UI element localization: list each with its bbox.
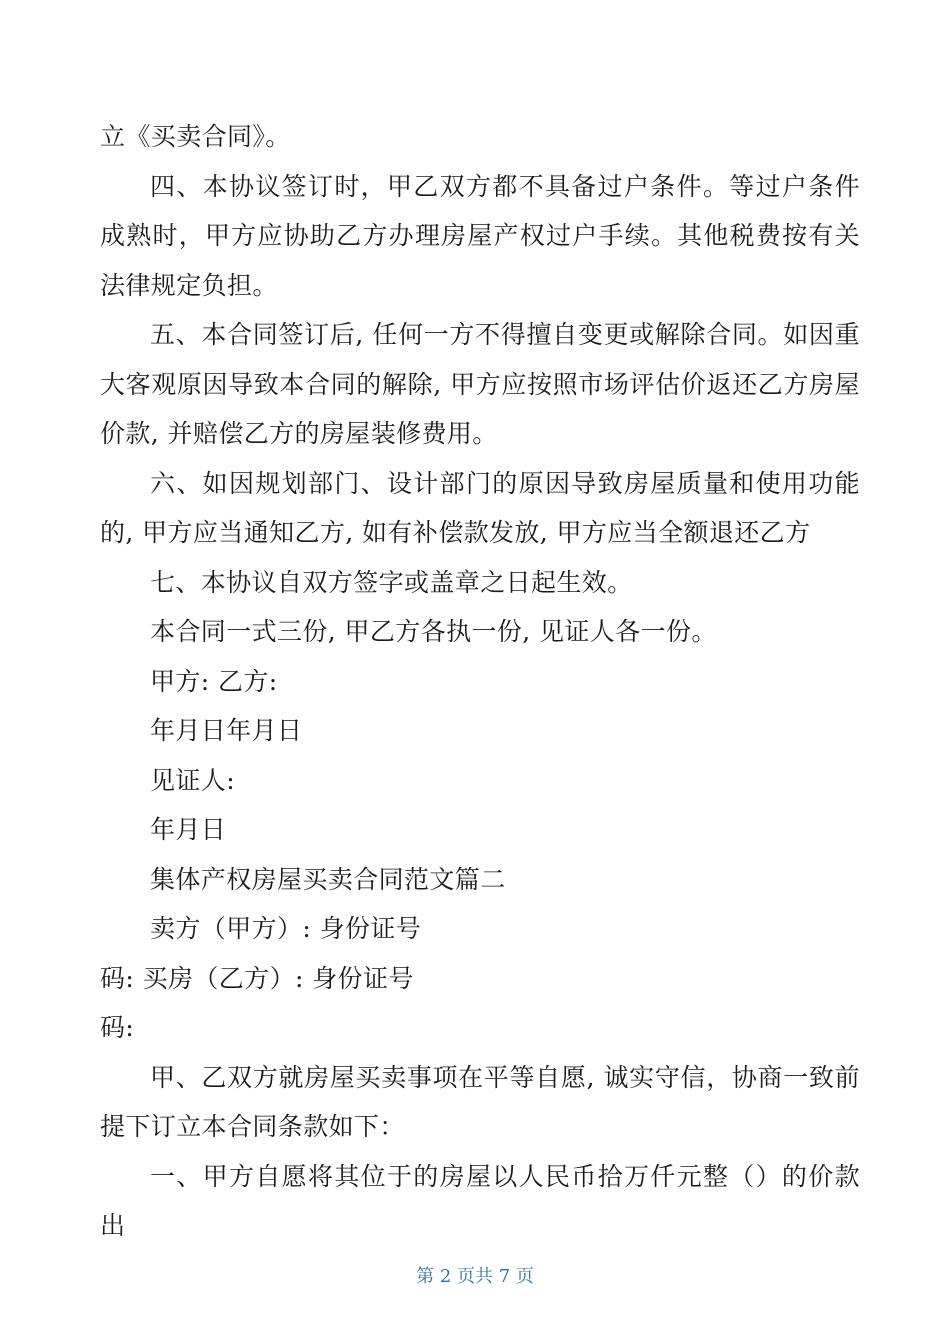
paragraph: 卖方（甲方）: 身份证号 — [150, 914, 422, 943]
paragraph: 四、本协议签订时，甲乙双方都不具备过户条件。等过户条件成熟时，甲方应协助乙方办理房屋产权过户手续。其他税费按有关法律规定负担。 — [100, 171, 860, 300]
paragraph: 六、如因规划部门、设计部门的原因导致房屋质量和使用功能的, 甲方应当通知乙方, 如有补偿款发放, 甲方应当全额退还乙方 — [100, 468, 860, 547]
paragraph: 一、甲方自愿将其位于的房屋以人民币拾万仟元整（）的价款出 — [100, 1161, 860, 1240]
document-body — [100, 112, 860, 1251]
paragraph: 年月日 — [150, 815, 227, 844]
paragraph: 码: 买房（乙方）: 身份证号 — [100, 963, 414, 993]
page-number-footer: 第 2 页共 7 页 — [416, 1266, 534, 1287]
paragraph: 见证人: — [150, 765, 236, 795]
paragraph: 本合同一式三份, 甲乙方各执一份, 见证人各一份。 — [150, 617, 717, 646]
paragraph: 立《买卖合同》。 — [100, 122, 291, 151]
paragraph: 年月日年月日 — [150, 716, 303, 745]
paragraph: 甲、乙双方就房屋买卖事项在平等自愿, 诚实守信，协商一致前提下订立本合同条款如下： — [100, 1062, 860, 1141]
paragraph: 七、本协议自双方签字或盖章之日起生效。 — [150, 567, 633, 597]
paragraph: 五、本合同签订后, 任何一方不得擅自变更或解除合同。如因重大客观原因导致本合同的解除, 甲方应按照市场评估价返还乙方房屋价款, 并赔偿乙方的房屋装修费用。 — [100, 320, 860, 448]
paragraph: 码: — [100, 1013, 135, 1042]
paragraph: 集体产权房屋买卖合同范文篇二 — [150, 864, 506, 894]
paragraph: 甲方: 乙方: — [150, 666, 278, 696]
